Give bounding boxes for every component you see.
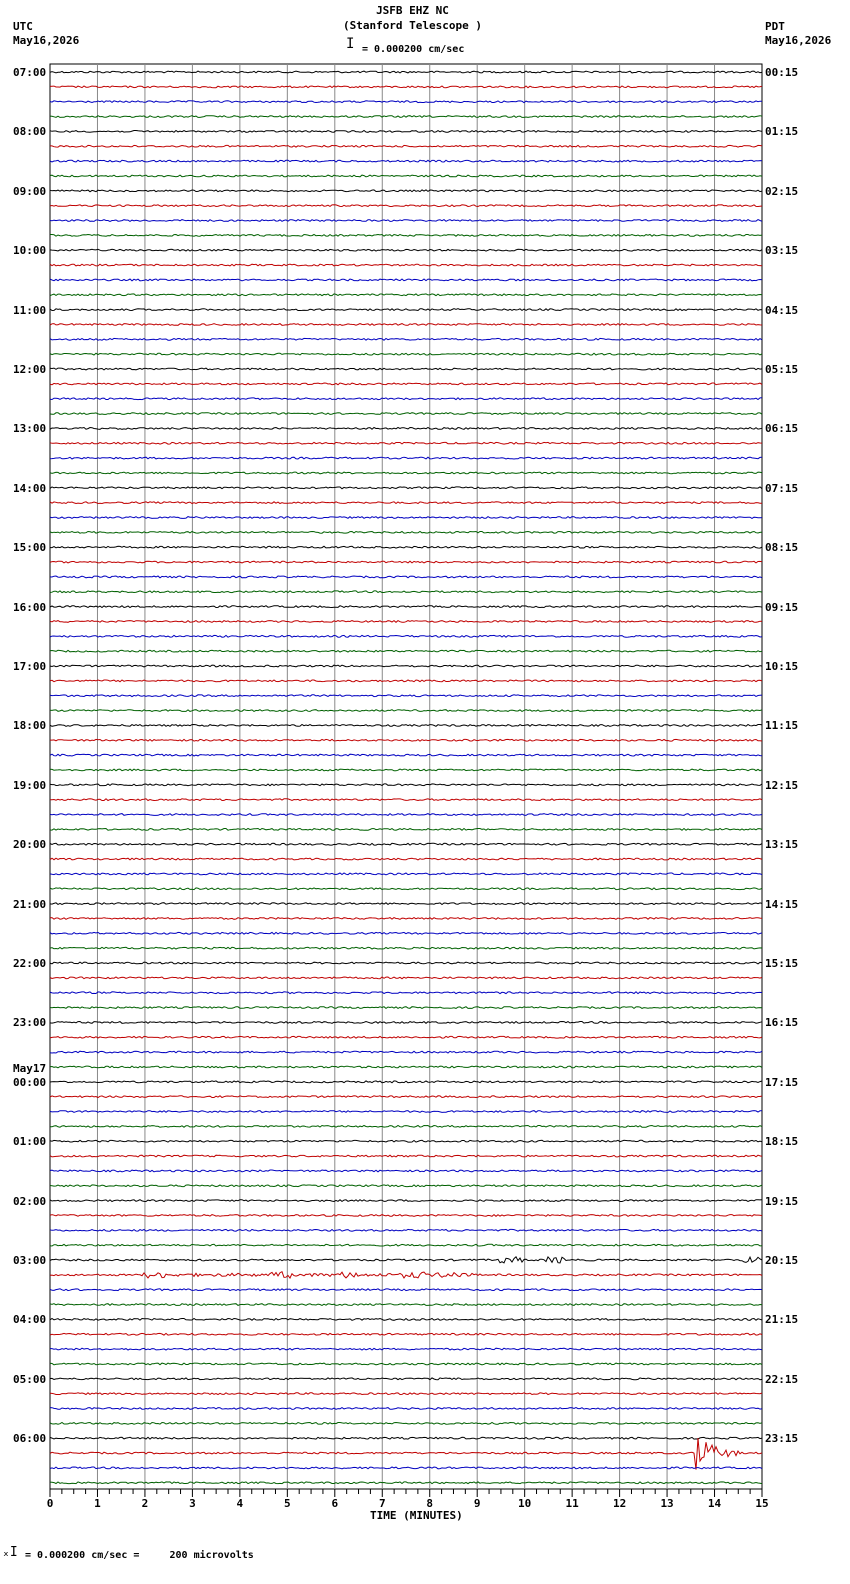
right-hour-label: 13:15 <box>765 838 799 852</box>
seismic-trace <box>50 279 762 281</box>
seismic-trace <box>50 680 762 682</box>
right-hour-label: 20:15 <box>765 1254 799 1267</box>
seismic-trace <box>50 769 762 771</box>
right-hour-label: 01:15 <box>765 125 799 139</box>
right-hour-label: 14:15 <box>765 897 799 911</box>
seismic-trace <box>50 947 762 949</box>
seismic-trace <box>50 992 762 994</box>
left-date: May16,2026 <box>13 34 80 47</box>
x-tick-label: 6 <box>331 1497 339 1510</box>
seismic-trace <box>50 442 762 444</box>
x-tick-label: 2 <box>141 1497 149 1510</box>
x-tick-label: 4 <box>236 1497 244 1510</box>
seismic-trace <box>50 650 762 652</box>
seismic-trace <box>50 1319 762 1321</box>
x-tick-label: 3 <box>189 1497 196 1510</box>
seismic-trace <box>50 1215 762 1217</box>
left-timezone: UTC <box>13 20 33 33</box>
right-timezone: PDT <box>765 20 785 33</box>
seismic-trace <box>50 606 762 608</box>
x-tick-label: 1 <box>94 1497 101 1510</box>
right-hour-label: 12:15 <box>765 778 799 792</box>
x-tick-label: 13 <box>660 1497 674 1510</box>
x-tick-label: 15 <box>755 1497 769 1510</box>
seismic-trace <box>50 888 762 890</box>
left-hour-label: 20:00 <box>13 838 47 852</box>
seismic-trace <box>50 86 762 88</box>
seismic-trace <box>50 324 762 326</box>
seismic-trace <box>50 205 762 207</box>
left-hour-label: 07:00 <box>13 66 47 79</box>
x-tick-label: 7 <box>378 1497 386 1510</box>
seismic-trace <box>50 858 762 860</box>
seismic-trace <box>50 353 762 355</box>
x-tick-label: 11 <box>565 1497 579 1510</box>
seismic-trace <box>50 1022 762 1024</box>
right-hour-label: 05:15 <box>765 363 799 376</box>
footer-scale-text: = 0.000200 cm/sec = 200 microvolts <box>25 1550 254 1561</box>
seismic-trace <box>50 1185 762 1187</box>
seismic-trace <box>50 1140 762 1142</box>
left-hour-label: 13:00 <box>13 422 47 436</box>
left-hour-label: 14:00 <box>13 481 47 495</box>
left-hour-label: 10:00 <box>13 244 47 258</box>
seismic-trace <box>50 309 762 311</box>
seismic-trace <box>50 977 762 979</box>
seismic-trace <box>50 1304 762 1306</box>
left-hour-label: 02:00 <box>13 1194 47 1208</box>
seismic-trace <box>50 383 762 385</box>
right-hour-label: 15:15 <box>765 957 799 970</box>
seismic-trace <box>50 1423 762 1425</box>
seismic-trace <box>50 621 762 623</box>
seismic-trace <box>50 546 762 548</box>
seismic-trace <box>50 1333 762 1335</box>
seismic-trace <box>50 502 762 504</box>
seismic-trace <box>50 739 762 741</box>
seismic-trace <box>50 413 762 415</box>
seismic-trace <box>50 903 762 905</box>
seismic-trace <box>50 1066 762 1068</box>
left-hour-label: 17:00 <box>13 660 47 673</box>
seismic-trace <box>50 1272 762 1278</box>
seismic-trace <box>50 843 762 845</box>
seismic-trace <box>50 71 762 73</box>
seismic-trace <box>50 249 762 251</box>
left-hour-label: 23:00 <box>13 1016 47 1030</box>
left-hour-label: 21:00 <box>13 897 47 911</box>
seismic-trace <box>50 1229 762 1231</box>
seismic-trace <box>50 1378 762 1380</box>
left-hour-label: 09:00 <box>13 184 47 198</box>
right-hour-label: 02:15 <box>765 184 799 198</box>
seismic-trace <box>50 487 762 489</box>
seismic-trace <box>50 338 762 340</box>
seismic-trace <box>50 235 762 237</box>
station-title: JSFB EHZ NC <box>376 4 449 17</box>
right-date: May16,2026 <box>765 34 832 47</box>
seismic-trace <box>50 1051 762 1053</box>
seismic-trace <box>50 754 762 756</box>
seismic-trace <box>50 1257 762 1263</box>
x-tick-label: 14 <box>707 1497 722 1510</box>
right-hour-label: 03:15 <box>765 244 799 258</box>
seismic-trace <box>50 101 762 103</box>
seismic-trace <box>50 1007 762 1009</box>
left-hour-label: 04:00 <box>13 1313 47 1327</box>
right-hour-label: 06:15 <box>765 422 799 436</box>
seismic-trace <box>50 220 762 222</box>
right-hour-label: 08:15 <box>765 541 799 555</box>
seismic-trace <box>50 457 762 459</box>
scale-bar-icon: I <box>346 36 355 52</box>
left-hour-label: 01:00 <box>13 1135 47 1149</box>
scale-text: = 0.000200 cm/sec <box>362 44 465 55</box>
seismic-trace <box>50 264 762 266</box>
seismic-trace <box>50 1348 762 1350</box>
x-tick-label: 0 <box>46 1497 54 1510</box>
seismic-trace <box>50 784 762 786</box>
station-location: (Stanford Telescope ) <box>342 19 483 32</box>
left-hour-label: 15:00 <box>13 541 47 555</box>
seismic-trace <box>50 635 762 637</box>
seismic-trace <box>50 1467 762 1469</box>
seismic-trace <box>50 814 762 816</box>
seismic-trace <box>50 517 762 519</box>
footer-scale-icon: ₓI <box>2 1545 18 1560</box>
seismic-trace <box>50 1126 762 1128</box>
left-hour-label: 12:00 <box>13 363 47 376</box>
seismic-trace <box>50 710 762 712</box>
seismic-trace <box>50 472 762 474</box>
seismic-trace <box>50 1408 762 1410</box>
seismic-trace <box>50 665 762 667</box>
seismic-trace <box>50 1244 762 1246</box>
seismic-trace <box>50 576 762 578</box>
seismic-trace <box>50 1482 762 1484</box>
left-hour-label: 11:00 <box>13 303 47 317</box>
seismic-trace <box>50 368 762 370</box>
x-tick-label: 5 <box>284 1497 291 1510</box>
seismic-trace <box>50 116 762 118</box>
seismic-trace <box>50 1111 762 1113</box>
seismic-trace <box>50 695 762 697</box>
seismic-trace <box>50 873 762 875</box>
right-hour-label: 09:15 <box>765 600 799 614</box>
seismic-trace <box>50 1363 762 1365</box>
right-hour-label: 11:15 <box>765 719 799 733</box>
left-hour-label: 06:00 <box>13 1432 47 1446</box>
right-hour-label: 23:15 <box>765 1432 799 1446</box>
seismic-trace <box>50 591 762 593</box>
seismic-trace <box>50 1081 762 1083</box>
right-hour-label: 04:15 <box>765 303 799 317</box>
right-hour-label: 00:15 <box>765 66 799 79</box>
left-hour-label: 16:00 <box>13 600 47 614</box>
seismic-trace <box>50 175 762 177</box>
right-hour-label: 22:15 <box>765 1372 799 1386</box>
seismic-trace <box>50 932 762 934</box>
x-tick-label: 9 <box>473 1497 481 1510</box>
seismic-trace <box>50 1096 762 1098</box>
right-hour-label: 21:15 <box>765 1313 799 1327</box>
seismic-trace <box>50 829 762 831</box>
seismic-trace <box>50 1438 762 1470</box>
left-hour-label: 19:00 <box>13 778 47 792</box>
seismic-trace <box>50 1393 762 1395</box>
left-hour-label: 03:00 <box>13 1254 47 1267</box>
right-hour-label: 07:15 <box>765 481 799 495</box>
seismic-trace <box>50 532 762 534</box>
x-tick-label: 10 <box>518 1497 532 1510</box>
seismic-trace <box>50 160 762 162</box>
right-hour-label: 19:15 <box>765 1194 799 1208</box>
seismic-trace <box>50 428 762 430</box>
seismic-trace <box>50 962 762 964</box>
seismic-trace <box>50 561 762 563</box>
seismic-trace <box>50 1289 762 1291</box>
right-hour-label: 17:15 <box>765 1075 799 1089</box>
right-hour-label: 18:15 <box>765 1135 799 1149</box>
seismic-trace <box>50 799 762 801</box>
seismic-trace <box>50 1036 762 1038</box>
left-hour-label: 00:00 <box>13 1075 47 1089</box>
seismic-trace <box>50 398 762 400</box>
x-tick-label: 8 <box>426 1497 434 1510</box>
seismic-trace <box>50 190 762 192</box>
left-hour-label: 08:00 <box>13 125 47 139</box>
seismic-trace <box>50 1437 762 1439</box>
seismic-trace <box>50 131 762 133</box>
left-hour-label: 05:00 <box>13 1372 47 1386</box>
seismic-trace <box>50 918 762 920</box>
seismic-trace <box>50 294 762 296</box>
x-axis-label: TIME (MINUTES) <box>370 1509 463 1522</box>
right-hour-label: 10:15 <box>765 660 799 673</box>
date-change-label: May17 <box>13 1061 47 1075</box>
seismic-trace <box>50 1155 762 1157</box>
seismic-trace <box>50 725 762 727</box>
left-hour-label: 18:00 <box>13 719 47 733</box>
seismic-trace <box>50 1170 762 1172</box>
seismic-trace <box>50 1200 762 1202</box>
x-tick-label: 12 <box>612 1497 627 1510</box>
left-hour-label: 22:00 <box>13 957 47 970</box>
seismic-trace <box>50 145 762 147</box>
right-hour-label: 16:15 <box>765 1016 799 1030</box>
